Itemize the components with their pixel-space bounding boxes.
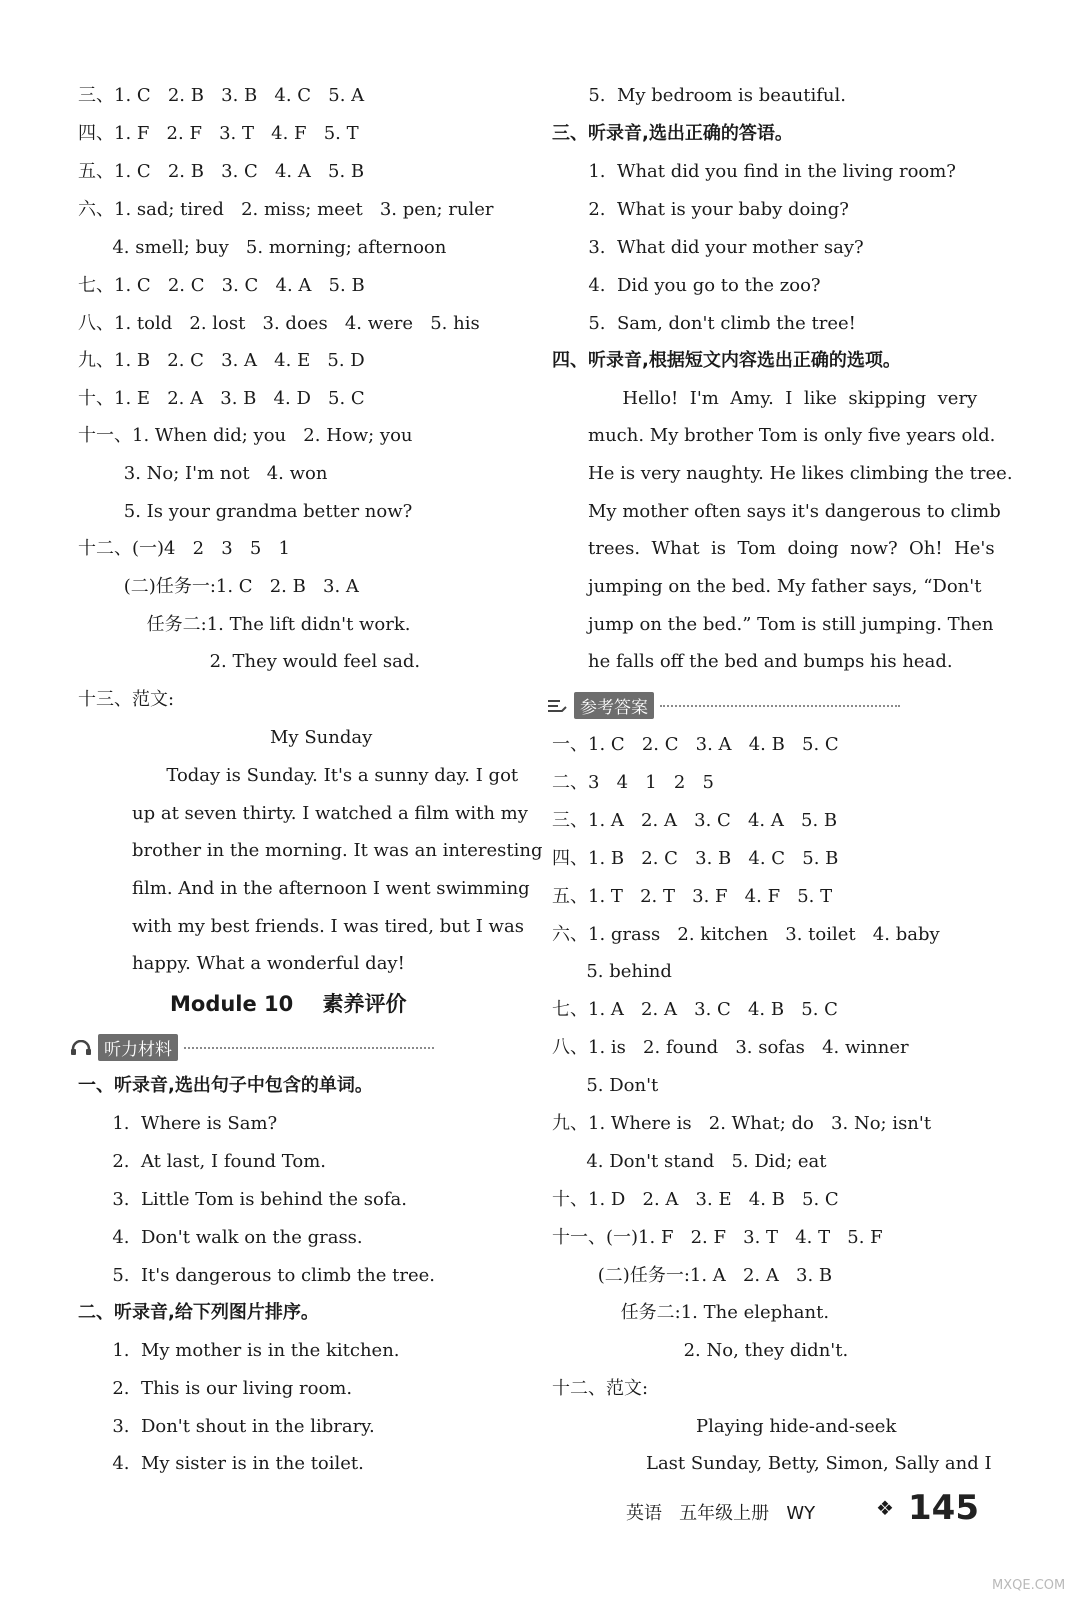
answer-line: 5. Is your grandma better now? bbox=[78, 501, 413, 522]
answer-line: 5. behind bbox=[552, 961, 672, 982]
answer-line: 十二、范文: bbox=[552, 1378, 649, 1399]
listening-line: 5. It's dangerous to climb the tree. bbox=[78, 1265, 435, 1286]
listening-line: 4. Did you go to the zoo? bbox=[554, 275, 821, 296]
listening-line: 5. Sam, don't climb the tree! bbox=[554, 313, 856, 334]
essay-line: film. And in the afternoon I went swimming bbox=[132, 878, 530, 899]
listening-tag-label: 听力材料 bbox=[98, 1034, 178, 1061]
question-heading: 一、听录音,选出句子中包含的单词。 bbox=[78, 1075, 373, 1096]
answer-line: 九、1. B 2. C 3. A 4. E 5. D bbox=[78, 350, 365, 371]
answer-line: 任务二:1. The elephant. bbox=[552, 1302, 830, 1323]
answer-line: 十一、1. When did; you 2. How; you bbox=[78, 425, 413, 446]
question-heading: 三、听录音,选出正确的答语。 bbox=[552, 123, 793, 144]
answer-line: 四、1. B 2. C 3. B 4. C 5. B bbox=[552, 848, 839, 869]
essay-title: Playing hide-and-seek bbox=[696, 1416, 897, 1437]
question-heading: 二、听录音,给下列图片排序。 bbox=[78, 1302, 319, 1323]
listening-line: 3. Don't shout in the library. bbox=[78, 1416, 375, 1437]
answer-line: 4. smell; buy 5. morning; afternoon bbox=[78, 237, 447, 258]
headphones-icon bbox=[70, 1040, 92, 1056]
book-icon bbox=[546, 697, 568, 715]
answers-section-tag bbox=[546, 692, 900, 719]
answer-line: 一、1. C 2. C 3. A 4. B 5. C bbox=[552, 734, 839, 755]
divider bbox=[660, 705, 900, 707]
answer-line: 十、1. E 2. A 3. B 4. D 5. C bbox=[78, 388, 365, 409]
footer-subject: 英语 五年级上册 WY bbox=[626, 1503, 816, 1524]
listening-line: 1. What did you find in the living room? bbox=[554, 161, 956, 182]
answer-line: 十二、(一)4 2 3 5 1 bbox=[78, 538, 290, 559]
answer-line: 五、1. C 2. B 3. C 4. A 5. B bbox=[78, 161, 365, 182]
answer-line: (二)任务一:1. A 2. A 3. B bbox=[552, 1265, 833, 1286]
answer-line: (二)任务一:1. C 2. B 3. A bbox=[78, 576, 359, 597]
answer-line: 3. No; I'm not 4. won bbox=[78, 463, 328, 484]
passage-line: Hello! I'm Amy. I like skipping very bbox=[588, 388, 978, 409]
answer-line: 5. Don't bbox=[552, 1075, 659, 1096]
listening-line: 1. Where is Sam? bbox=[78, 1113, 278, 1134]
answer-line: 三、1. A 2. A 3. C 4. A 5. B bbox=[552, 810, 838, 831]
question-heading: 四、听录音,根据短文内容选出正确的选项。 bbox=[552, 350, 901, 371]
answer-line: 七、1. C 2. C 3. C 4. A 5. B bbox=[78, 275, 365, 296]
essay-line: up at seven thirty. I watched a film with my bbox=[132, 803, 528, 824]
answer-line: 九、1. Where is 2. What; do 3. No; isn't bbox=[552, 1113, 932, 1134]
answer-line: 五、1. T 2. T 3. F 4. F 5. T bbox=[552, 886, 833, 907]
answer-line: 八、1. is 2. found 3. sofas 4. winner bbox=[552, 1037, 909, 1058]
answer-line: 四、1. F 2. F 3. T 4. F 5. T bbox=[78, 123, 359, 144]
answer-line: 2. They would feel sad. bbox=[78, 651, 421, 672]
answer-line: 三、1. C 2. B 3. B 4. C 5. A bbox=[78, 85, 365, 106]
page-number: 145 bbox=[908, 1488, 979, 1528]
listening-section-tag bbox=[70, 1034, 434, 1061]
essay-line: happy. What a wonderful day! bbox=[132, 953, 405, 974]
essay-line: Today is Sunday. It's a sunny day. I got bbox=[132, 765, 519, 786]
answer-line: 十、1. D 2. A 3. E 4. B 5. C bbox=[552, 1189, 839, 1210]
answer-line: 六、1. sad; tired 2. miss; meet 3. pen; ruler bbox=[78, 199, 494, 220]
answer-line: 十三、范文: bbox=[78, 689, 175, 710]
answer-line: 十一、(一)1. F 2. F 3. T 4. T 5. F bbox=[552, 1227, 883, 1248]
answer-line: 4. Don't stand 5. Did; eat bbox=[552, 1151, 827, 1172]
diamond-icon: ❖ bbox=[876, 1496, 894, 1520]
listening-line: 1. My mother is in the kitchen. bbox=[78, 1340, 400, 1361]
passage-line: much. My brother Tom is only five years old. bbox=[588, 425, 996, 446]
passage-line: jumping on the bed. My father says, “Don't bbox=[588, 576, 982, 597]
answer-line: 任务二:1. The lift didn't work. bbox=[78, 614, 411, 635]
answer-line: 二、3 4 1 2 5 bbox=[552, 772, 714, 793]
listening-line: 2. At last, I found Tom. bbox=[78, 1151, 326, 1172]
answer-line: 六、1. grass 2. kitchen 3. toilet 4. baby bbox=[552, 924, 940, 945]
passage-line: He is very naughty. He likes climbing the tree. bbox=[588, 463, 1013, 484]
listening-line: 5. My bedroom is beautiful. bbox=[554, 85, 846, 106]
module-title: Module 10 素养评价 bbox=[170, 992, 407, 1016]
answer-line: 2. No, they didn't. bbox=[552, 1340, 849, 1361]
answer-line: 七、1. A 2. A 3. C 4. B 5. C bbox=[552, 999, 838, 1020]
passage-line: jump on the bed.” Tom is still jumping. Then bbox=[588, 614, 994, 635]
watermark: MXQE.COM bbox=[992, 1578, 1066, 1593]
answers-tag-label: 参考答案 bbox=[574, 692, 654, 719]
passage-line: My mother often says it's dangerous to climb bbox=[588, 501, 1001, 522]
passage-line: trees. What is Tom doing now? Oh! He's bbox=[588, 538, 995, 559]
essay-line: with my best friends. I was tired, but I was bbox=[132, 916, 524, 937]
essay-line: Last Sunday, Betty, Simon, Sally and I bbox=[646, 1453, 992, 1474]
listening-line: 4. Don't walk on the grass. bbox=[78, 1227, 363, 1248]
listening-line: 3. What did your mother say? bbox=[554, 237, 864, 258]
listening-line: 2. What is your baby doing? bbox=[554, 199, 849, 220]
essay-line: brother in the morning. It was an interesting bbox=[132, 840, 543, 861]
listening-line: 3. Little Tom is behind the sofa. bbox=[78, 1189, 407, 1210]
listening-line: 4. My sister is in the toilet. bbox=[78, 1453, 364, 1474]
answer-line: 八、1. told 2. lost 3. does 4. were 5. his bbox=[78, 313, 480, 334]
listening-line: 2. This is our living room. bbox=[78, 1378, 353, 1399]
essay-title: My Sunday bbox=[270, 727, 373, 748]
divider bbox=[184, 1047, 434, 1049]
passage-line: he falls off the bed and bumps his head. bbox=[588, 651, 953, 672]
